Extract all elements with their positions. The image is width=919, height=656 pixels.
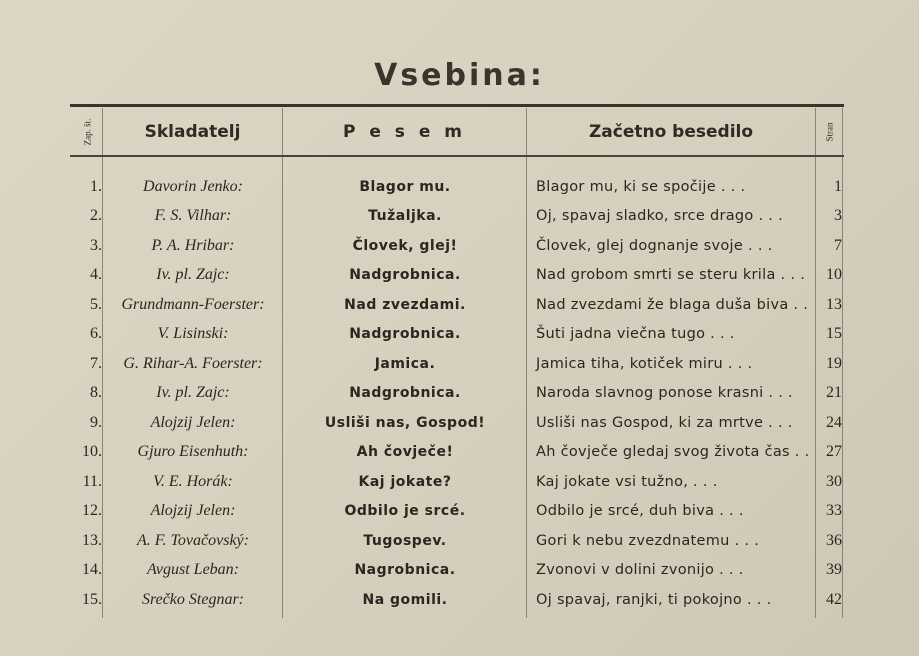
opening-text: Blagor mu, ki se spočije . . . [536,178,746,195]
row-number: 15. [82,590,102,608]
table-row [70,379,844,408]
table-row [70,408,844,437]
row-number: 3. [90,236,102,254]
page-number: 15 [826,325,842,342]
composer-name: Avgust Leban: [147,561,239,578]
page-number: 42 [826,590,842,608]
composer-name: G. Rihar-A. Foerster: [123,354,263,372]
song-title: Odbilo je srcé. [344,503,466,519]
song-title: Na gomili. [362,591,448,608]
song-title: Tugospev. [363,532,447,549]
composer-name: Alojzij Jelen: [150,413,236,431]
composer-name: V. E. Horák: [153,472,233,490]
song-title: Kaj jokate? [358,473,452,490]
row-number: 11. [82,472,102,490]
header-text: Začetno besedilo [588,121,754,142]
row-number: 6. [90,325,102,342]
row-number: 13. [82,531,102,549]
row-number: 8. [90,384,102,401]
row-number: 10. [82,443,102,460]
song-title: Nad zvezdami. [344,296,466,313]
page-number: 27 [826,443,842,460]
opening-text: Odbilo je srcé, duh biva . . . [536,503,744,519]
page-number: 33 [826,502,842,519]
opening-text: Oj spavaj, ranjki, ti pokojno . . . [536,591,772,608]
table-row [70,585,844,614]
song-title: Nadgrobnica. [349,385,461,401]
row-number: 5. [90,295,102,313]
opening-text: Oj, spavaj sladko, srce drago . . . [536,208,784,224]
opening-text: Naroda slavnog ponose krasni . . . [536,385,793,401]
song-title: Nagrobnica. [354,562,456,578]
row-number: 4. [90,266,102,283]
page-number: 19 [826,354,842,372]
table-row [70,556,844,585]
page-number: 24 [826,413,842,431]
song-title: Blagor mu. [359,178,451,195]
song-title: Tužaljka. [368,208,442,224]
header-song: P e s e m [342,121,467,142]
composer-name: F. S. Vilhar: [154,207,232,224]
header-page: Stran [824,122,834,141]
row-number: 9. [90,413,102,431]
table-row [70,202,844,231]
row-number: 12. [82,502,102,519]
page-title: Vsebina: [374,58,545,93]
song-title: Nadgrobnica. [349,267,461,283]
composer-name: A. F. Tovačovský: [137,531,249,549]
composer-name: P. A. Hribar: [151,236,235,254]
opening-text: Usliši nas Gospod, ki za mrtve . . . [536,414,793,431]
row-number: 2. [90,207,102,224]
page-number: 36 [826,531,842,549]
opening-text: Človek, glej dognanje svoje . . . [536,237,773,254]
table-row [70,290,844,319]
page-number: 1 [834,177,842,195]
row-number: 14. [82,561,102,578]
opening-text: Jamica tiha, kotiček miru . . . [536,355,753,372]
row-number: 7. [90,354,102,372]
table-row [70,231,844,260]
composer-name: Gjuro Eisenhuth: [137,443,249,460]
page-number: 21 [826,384,842,401]
header-rule [70,155,844,157]
composer-name: Grundmann-Foerster: [121,295,265,313]
table-row [70,172,844,201]
opening-text: Gori k nebu zvezdnatemu . . . [536,532,760,549]
composer-name: Iv. pl. Zajc: [156,384,230,401]
composer-name: Davorin Jenko: [143,177,243,195]
table-row [70,497,844,526]
table-row [70,320,844,349]
table-row [70,467,844,496]
opening-text: Kaj jokate vsi tužno, . . . [536,473,718,490]
table-row [70,526,844,555]
page-number: 39 [826,561,842,578]
page-number: 30 [826,472,842,490]
song-title: Ah čovječe! [356,444,454,460]
table-row [70,349,844,378]
composer-name: Alojzij Jelen: [150,502,236,519]
header-num: Zap. št. [82,118,92,145]
page-number: 10 [826,266,842,283]
page-number: 7 [834,236,842,254]
opening-text: Nad zvezdami že blaga duša biva . . [536,296,809,313]
song-title: Nadgrobnica. [349,326,461,342]
opening-text: Šuti jadna viečna tugo . . . [536,326,735,342]
song-title: Jamica. [374,355,436,372]
table-row [70,438,844,467]
table-row [70,261,844,290]
song-title: Človek, glej! [352,237,458,254]
top-rule [70,104,844,107]
opening-text: Zvonovi v dolini zvonijo . . . [536,562,744,578]
composer-name: V. Lisinski: [157,325,229,342]
page-number: 13 [826,295,842,313]
header-composer: Skladatelj [144,121,241,142]
row-number: 1. [90,177,102,195]
opening-text: Nad grobom smrti se steru krila . . . [536,267,806,283]
opening-text: Ah čovječe gledaj svog života čas . . [536,444,810,460]
composer-name: Srečko Stegnar: [141,590,245,608]
page-number: 3 [834,207,842,224]
song-title: Usliši nas, Gospod! [324,414,486,431]
composer-name: Iv. pl. Zajc: [156,266,230,283]
